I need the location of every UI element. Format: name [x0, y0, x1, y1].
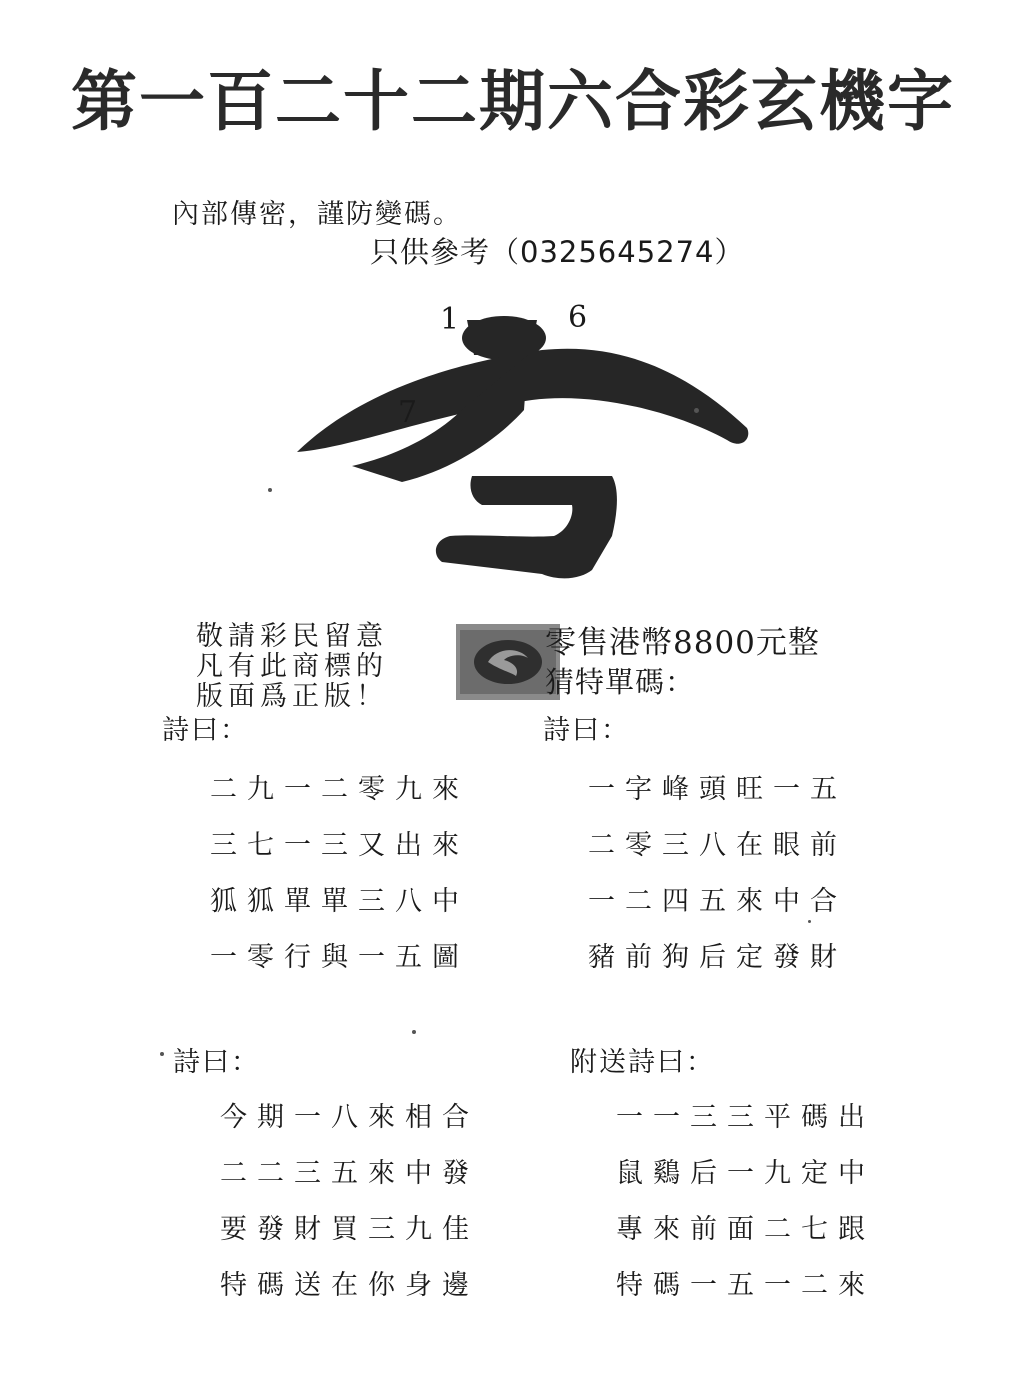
page-title: 第一百二十二期六合彩玄機字	[71, 62, 955, 140]
emblem-number-7: 7	[398, 395, 418, 430]
poem-block	[220, 1090, 479, 1314]
scan-speck	[268, 488, 272, 492]
emblem-character	[292, 300, 762, 590]
poem-line: 三七一三又出來	[210, 830, 469, 861]
emblem-number-6: 6	[568, 300, 588, 335]
poem-line: 要發財買三九佳	[220, 1214, 479, 1245]
poem-line: 二二三五來中發	[220, 1158, 479, 1189]
confidential-note: 內部傳密，謹防變碼。	[172, 199, 462, 230]
reference-note: 只供參考（0325645274）	[370, 235, 745, 269]
poem-line: 特碼送在你身邊	[220, 1270, 479, 1301]
poem-line: 特碼一五一二來	[616, 1270, 875, 1301]
poem-line: 豬前狗后定發財	[588, 942, 847, 973]
poem-block	[616, 1090, 875, 1314]
authenticity-notice	[196, 622, 388, 712]
price-label: 零售港幣8800元整	[545, 625, 820, 661]
poem-heading: 附送詩曰：	[570, 1047, 715, 1078]
guess-label: 猜特單碼：	[545, 665, 696, 699]
notice-line: 敬請彩民留意	[196, 621, 388, 652]
poem-line: 二九一二零九來	[210, 774, 469, 805]
poem-line: 一二四五來中合	[588, 886, 847, 917]
poem-line: 專來前面二七跟	[616, 1214, 875, 1245]
poem-line: 鼠鷄后一九定中	[616, 1158, 875, 1189]
poem-heading: 詩曰：	[543, 715, 630, 746]
poem-line: 今期一八來相合	[220, 1102, 479, 1133]
poem-heading: 詩曰：	[162, 715, 249, 746]
poem-line: 一一三三平碼出	[616, 1102, 875, 1133]
scan-speck	[412, 1030, 416, 1034]
poem-block	[588, 762, 847, 986]
notice-line: 版面爲正版！	[196, 681, 388, 712]
poem-line: 二零三八在眼前	[588, 830, 847, 861]
scan-speck	[694, 408, 699, 413]
poem-line: 狐狐單單三八中	[210, 886, 469, 917]
poem-block	[210, 762, 469, 986]
poem-line: 一零行與一五圖	[210, 942, 469, 973]
scan-speck	[808, 920, 811, 923]
poem-heading: 詩曰：	[173, 1047, 260, 1078]
poem-line: 一字峰頭旺一五	[588, 774, 847, 805]
emblem-number-1: 1	[440, 302, 460, 337]
notice-line: 凡有此商標的	[196, 651, 388, 682]
scan-speck	[160, 1052, 164, 1056]
